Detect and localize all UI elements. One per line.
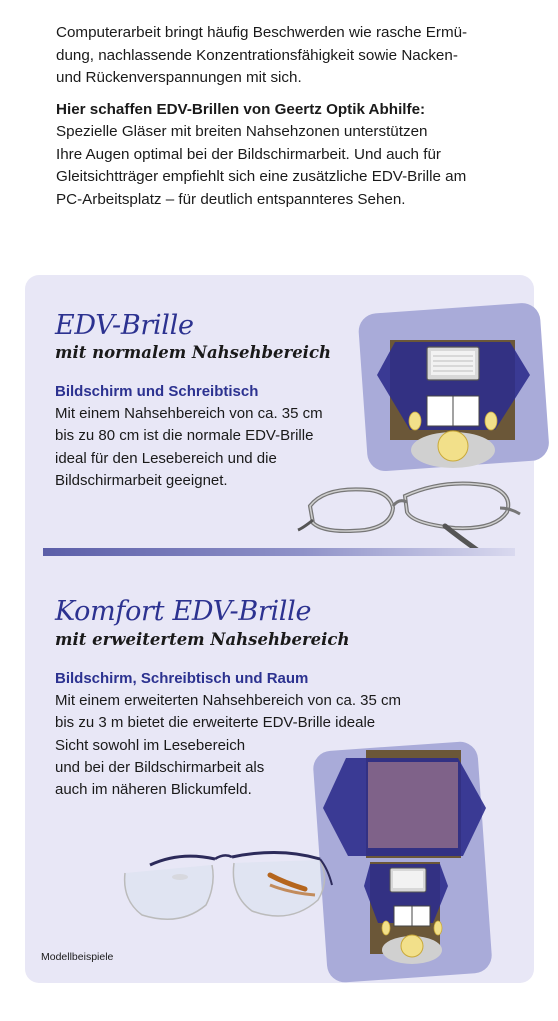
intro-line: Ihre Augen optimal bei der Bildschirmarbeit. Und auch für — [56, 145, 441, 163]
body-line: Mit einem erweiterten Nahsehbereich von ca. 35 cm — [55, 692, 401, 709]
body-line: Bildschirmarbeit geeignet. — [55, 471, 228, 489]
section-divider — [43, 548, 515, 556]
glasses-illustration — [295, 468, 525, 558]
intro-line: Spezielle Gläser mit breiten Nahsehzonen unterstützen — [56, 123, 428, 140]
intro-line: dung, nachlassende Konzentrationsfähigkeit sowie Nacken- — [56, 46, 458, 64]
extended-workstation-illustration — [308, 738, 498, 988]
section1-heading: Bildschirm und Schreibtisch — [55, 383, 259, 400]
intro-line: und Rückenverspannungen mit sich. — [56, 69, 302, 86]
body-line: bis zu 3 m bietet die erweiterte EDV-Brille ideale — [55, 714, 376, 732]
body-line: und bei der Bildschirmarbeit als — [55, 758, 265, 776]
body-line: ideal für den Lesebereich und die — [55, 449, 277, 467]
section2-title: Komfort EDV-Brille — [55, 596, 312, 627]
body-line: Sicht sowohl im Lesebereich — [55, 736, 246, 754]
section1-subtitle: mit normalem Nahsehbereich — [55, 343, 331, 362]
section2-subtitle: mit erweitertem Nahsehbereich — [55, 630, 350, 649]
body-line: auch im näheren Blickumfeld. — [55, 781, 252, 799]
footnote: Modellbeispiele — [41, 951, 114, 963]
intro-paragraph — [56, 22, 526, 90]
intro-lead: Hier schaffen EDV-Brillen von Geertz Optik Abhilfe: — [56, 100, 426, 118]
rimless-glasses-illustration — [120, 845, 335, 945]
section1-title: EDV-Brille — [55, 310, 194, 341]
intro-line: Computerarbeit bringt häufig Beschwerden wie rasche Ermü- — [56, 24, 468, 41]
body-line: Mit einem Nahsehbereich von ca. 35 cm — [55, 405, 323, 422]
intro-line: Gleitsichtträger empfiehlt sich eine zusätzliche EDV-Brille am — [56, 168, 467, 185]
intro-line: PC-Arbeitsplatz – für deutlich entspannteres Sehen. — [56, 190, 406, 208]
section1-body — [55, 403, 323, 492]
intro-paragraph-2 — [56, 99, 526, 212]
section2-heading: Bildschirm, Schreibtisch und Raum — [55, 670, 309, 687]
intro-text — [56, 22, 526, 220]
body-line: bis zu 80 cm ist die normale EDV-Brille — [55, 427, 314, 445]
